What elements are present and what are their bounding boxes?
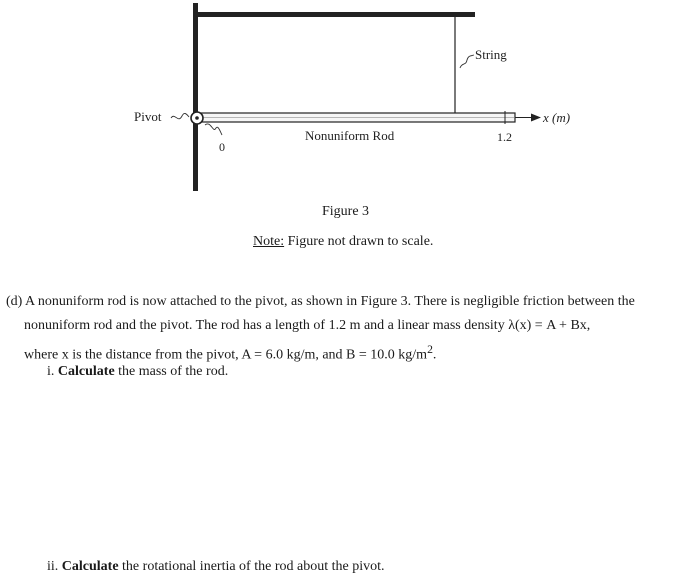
pivot-leader-line <box>171 113 189 118</box>
part-d-line-1: (d) A nonuniform rod is now attached to the pivot, as shown in Figure 3. There is negligible friction between the <box>6 294 635 309</box>
string-leader-line <box>460 55 474 68</box>
x-axis-arrowhead <box>531 114 541 122</box>
pivot-center <box>195 116 199 120</box>
question-ii-number: ii. <box>47 559 62 574</box>
vertical-post <box>193 3 198 191</box>
top-beam <box>193 12 475 17</box>
note-label: Note: <box>253 234 285 249</box>
part-d-line-3-end: . <box>432 347 437 363</box>
x-axis-label: x (m) <box>543 110 571 125</box>
figure-caption: Figure 3 <box>322 204 370 219</box>
part-d-paragraph <box>6 290 671 368</box>
question-ii-verb: Calculate <box>61 559 119 574</box>
zero-label: 0 <box>219 140 225 154</box>
question-i <box>47 364 228 380</box>
figure-note <box>253 234 433 250</box>
part-d-line-3-exponent: 2 <box>427 343 433 356</box>
rod-figure <box>0 0 675 200</box>
zero-leader-line <box>205 124 222 135</box>
question-i-verb: Calculate <box>57 364 115 379</box>
question-ii-text: the rotational inertia of the rod about the pivot. <box>118 559 385 574</box>
rod-label: Nonuniform Rod <box>305 128 395 143</box>
part-d-line-2: nonuniform rod and the pivot. The rod has a length of 1.2 m and a linear mass density λ(x) = A + Bx, <box>24 318 591 333</box>
end-tick-label: 1.2 <box>497 130 512 144</box>
string-label: String <box>475 47 507 62</box>
note-text: Figure not drawn to scale. <box>284 234 434 249</box>
part-d-line-3-text: where x is the distance from the pivot, A = 6.0 kg/m, and B = 10.0 kg/m <box>24 347 428 363</box>
question-ii <box>47 559 384 575</box>
question-i-number: i. <box>47 364 58 379</box>
question-i-text: the mass of the rod. <box>114 364 229 379</box>
pivot-label: Pivot <box>134 109 162 124</box>
